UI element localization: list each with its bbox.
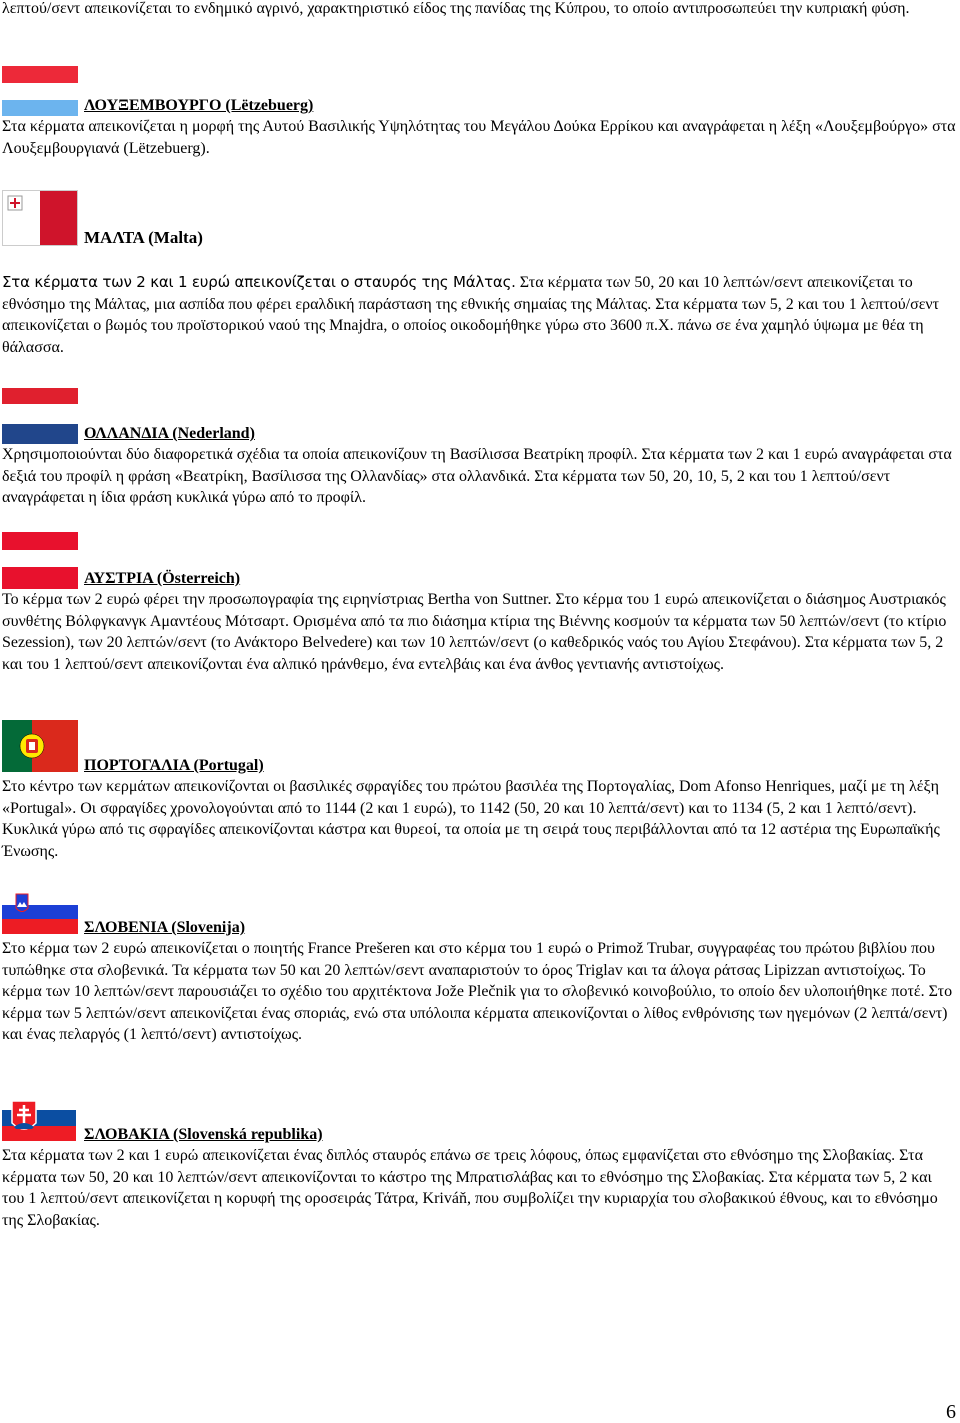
page-number: 6 (946, 1400, 956, 1423)
section-malta (2, 190, 957, 358)
austria-flag-icon (2, 532, 78, 589)
section-heading: ΑΥΣΤΡΙΑ (Österreich) (84, 570, 241, 587)
section-paragraph: Χρησιμοποιούνται δύο διαφορετικά σχέδια τα οποία απεικονίζουν τη Βασίλισσα Βεατρίκη προφίλ. Στα κέρματα των 2 και 1 ευρώ αναγράφεται στα δεξιά του προφίλ η φράση «Βεατρίκη, Βασίλισσα της Ολλανδίας» στα ολλανδικά. Στα κέρματα των 50, 20, 10, 5, 2 και του 1 λεπτού/σεντ αναγράφεται η ίδια φράση κυκλικά γύρω από το προφίλ. (2, 446, 952, 506)
section-slovenia (2, 890, 957, 1046)
section-portugal (2, 720, 957, 862)
section-paragraph: Το κέρμα των 2 ευρώ φέρει την προσωπογραφία της ειρηνίστριας Bertha von Suttner. Στο κέρμα του 1 ευρώ απεικονίζεται ο διάσημος Αυστριακός συνθέτης Βόλφγκανγκ Αμαντέους Μότσαρτ. Ορισμένα από τα πιο διάσημα κτίρια της Βιέννης κοσμούν τα κέρματα των 50 λεπτών/σεντ (το κτίριο Sezession), των 20 λεπτών/σεντ (το Ανάκτορο Belvedere) και των 10 λεπτών/σεντ (ο καθεδρικός ναός του Αγίου Στεφάνου). Στα κέρματα των 5, 2 και του 1 λεπτού/σεντ απεικονίζονται ένα αλπικό ηράνθεμο, ένα εντελβάις και ένα άνθος γεντιανής αντιστοίχως. (2, 591, 947, 673)
section-heading: ΛΟΥΞΕΜΒΟΥΡΓΟ (Lëtzebuerg) (84, 97, 314, 114)
section-paragraph: Στα κέρματα των 2 και 1 ευρώ απεικονίζεται ο σταυρός της Μάλτας. Στα κέρματα των 50, 20 και 10 λεπτών/σεντ απεικονίζεται το εθνόσημο της Μάλτας, μια ασπίδα που φέρει εραλδική παράσταση της εθνικής σημαίας της Μάλτας. Στα κέρματα των 5, 2 και του 1 λεπτού/σεντ απεικονίζεται ο βωμός του προϊστορικού ναού της Mnajdra, ο οποίος οικοδομήθηκε γύρω στο 3600 π.Χ. πάνω σε ένα χαμηλό ύψωμα με θέα τη θάλασσα. (2, 273, 940, 356)
section-heading: ΣΛΟΒΕΝΙΑ (Slovenija) (84, 919, 246, 936)
slovenia-flag-icon (2, 890, 78, 934)
section-paragraph: Στο κέρμα των 2 ευρώ απεικονίζεται ο ποιητής France Prešeren και στο κέρμα του 1 ευρώ ο Primož Trubar, συγγραφέας του πρώτου βιβλίου που τυπώθηκε στα σλοβενικά. Τα κέρματα των 50 και 20 λεπτών/σεντ αναπαριστούν το όρος Triglav και τα άλογα ράτσας Lipizzan αντιστοίχως. Το κέρμα των 10 λεπτών/σεντ παρουσιάζει το σχέδιο του αρχιτέκτονα Jože Plečnik για το σλοβενικό κοινοβούλιο, το οποίο δεν υλοποιήθηκε ποτέ. Στο κέρμα των 5 λεπτών/σεντ απεικονίζεται ένας σποριάς, ενώ στα υπόλοιπα κέρματα απεικονίζονται ο λίθος ενθρόνισης των ηγεμόνων (2 λεπτά/σεντ) και ένας πελαργός (1 λεπτό/σεντ) αντιστοίχως. (2, 940, 953, 1043)
section-austria (2, 532, 957, 675)
section-heading: ΟΛΛΑΝΔΙΑ (Nederland) (84, 425, 255, 442)
section-slovakia (2, 1095, 957, 1231)
luxembourg-flag-icon (2, 66, 78, 116)
section-heading: ΜΑΛΤΑ (Malta) (84, 228, 203, 247)
section-heading: ΣΛΟΒΑΚΙΑ (Slovenská republika) (84, 1126, 323, 1143)
section-netherlands (2, 388, 957, 509)
malta-flag-icon (2, 190, 78, 246)
section-paragraph: Στο κέντρο των κερμάτων απεικονίζονται οι βασιλικές σφραγίδες του πρώτου βασιλέα της Πορτογαλίας, Dom Afonso Henriques, μαζί με τη λέξη «Portugal». Οι σφραγίδες χρονολογούνται από το 1144 (2 και 1 ευρώ), το 1142 (50, 20 και 10 λεπτά/σεντ) και το 1134 (5, 2 και 1 λεπτό/σεντ). Κυκλικά γύρω από τις σφραγίδες απεικονίζονται κάστρα και θυρεοί, τα οποία με τη σειρά τους περιβάλλονται από τα 12 αστέρια της Ευρωπαϊκής Ένωσης. (2, 778, 940, 860)
section-paragraph: Στα κέρματα απεικονίζεται η μορφή της Αυτού Βασιλικής Υψηλότητας του Μεγάλου Δούκα Ερρίκου και αναγράφεται η λέξη «Λουξεμβούργο» στα Λουξεμβουργιανά (Lëtzebuerg). (2, 118, 956, 157)
intro-paragraph: λεπτού/σεντ απεικονίζεται το ενδημικό αγρινό, χαρακτηριστικό είδος της πανίδας της Κύπρου, το οποίο αντιπροσωπεύει την κυπριακή φύση. (2, 0, 910, 17)
section-paragraph: Στα κέρματα των 2 και 1 ευρώ απεικονίζεται ένας διπλός σταυρός επάνω σε τρεις λόφους, όπως εμφανίζεται στο εθνόσημο της Σλοβακίας. Στα κέρματα των 50, 20 και 10 λεπτών/σεντ απεικονίζονται το κάστρο της Μπρατισλάβας και το εθνόσημο της Σλοβακίας. Στα κέρματα των 5, 2 και του 1 λεπτού/σεντ απεικονίζεται η κορυφή της οροσειράς Τάτρα, Kriváň, που συμβολίζει την κυριαρχία του σλοβακικού έθνους, και το εθνόσημο της Σλοβακίας. (2, 1147, 938, 1229)
portugal-flag-icon (2, 720, 78, 772)
section-luxembourg (2, 66, 957, 159)
section-heading: ΠΟΡΤΟΓΑΛΙΑ (Portugal) (84, 757, 264, 774)
netherlands-flag-icon (2, 388, 78, 444)
slovakia-flag-icon (2, 1095, 76, 1141)
